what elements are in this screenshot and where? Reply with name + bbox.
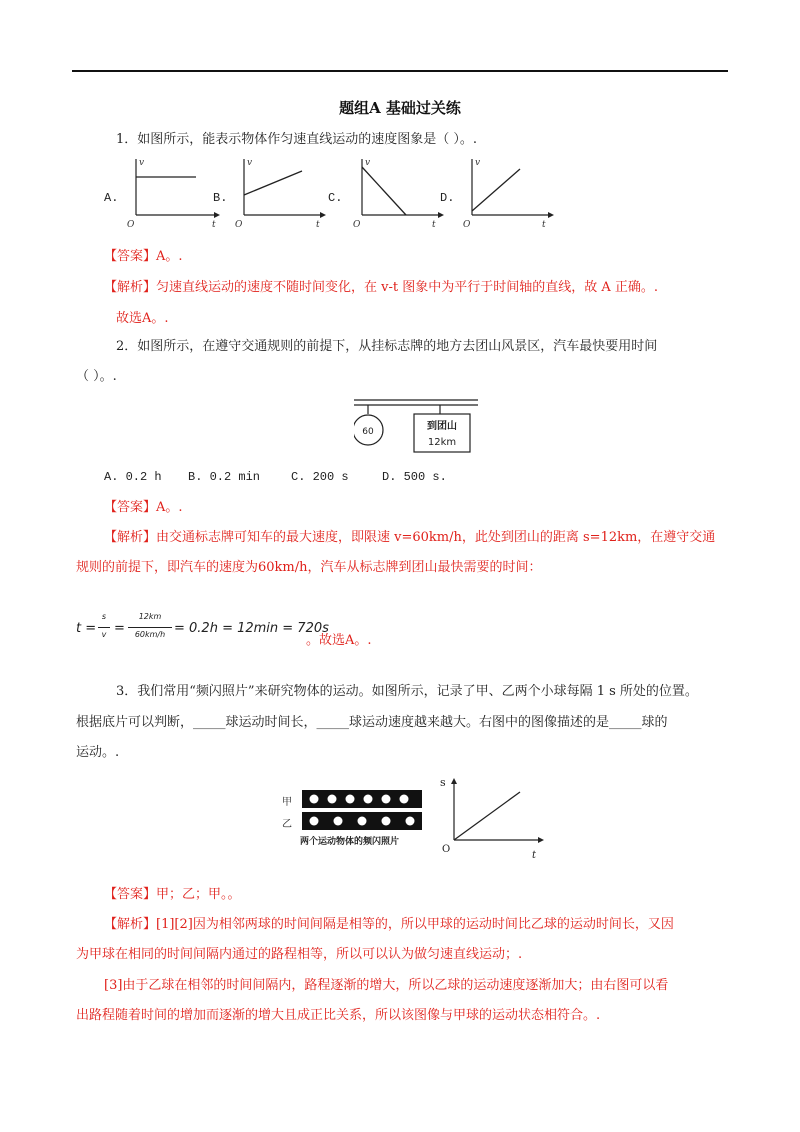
q3-line1: 3．我们常用“频闪照片”来研究物体的运动。如图所示，记录了甲、乙两个小球每隔 1 s 所处的位置。 bbox=[116, 684, 698, 699]
q1-conclusion: 故选A。. bbox=[116, 311, 169, 326]
q1-option-d-label: D. bbox=[440, 191, 455, 205]
q3-line3: 运动。. bbox=[76, 745, 120, 760]
q2-question-line2: （ ）。. bbox=[76, 369, 117, 384]
axis-label-v: v bbox=[139, 158, 145, 168]
q3-answer: 【答案】甲；乙；甲。。 bbox=[104, 887, 241, 902]
origin-label: O bbox=[442, 844, 451, 855]
destination-name: 到团山 bbox=[427, 421, 457, 432]
q1-analysis: 【解析】匀速直线运动的速度不随时间变化，在 v-t 图象中为平行于时间轴的直线，故 A 正确。. bbox=[104, 280, 659, 295]
row-label-jia: 甲 bbox=[282, 797, 292, 808]
q3-analysis-line3: [3]由于乙球在相邻的时间间隔内，路程逐渐的增大，所以乙球的运动速度逐渐加大；由右图可以看 bbox=[104, 978, 669, 993]
q3-analysis-line2: 为甲球在相同的时间间隔内通过的路程相等，所以可以认为做匀速直线运动；. bbox=[76, 947, 523, 962]
axis-label-v: v bbox=[475, 158, 481, 168]
row-label-yi: 乙 bbox=[282, 819, 292, 830]
axis-label-t: t bbox=[432, 220, 436, 230]
speed-limit-value: 60 bbox=[362, 427, 374, 437]
q3-line2: 根据底片可以判断，_____球运动时间长，_____球运动速度越来越大。右图中的图像描述的是_____球的 bbox=[76, 715, 668, 730]
section-title: 题组A 基础过关练 bbox=[339, 99, 461, 117]
axis-label-s: s bbox=[440, 776, 446, 789]
formula-lhs: t = bbox=[76, 621, 97, 636]
traffic-sign-figure bbox=[354, 396, 478, 460]
axis-label-t: t bbox=[212, 220, 216, 230]
q2-option-b: B. 0.2 min bbox=[188, 470, 261, 484]
q2-conclusion: 。故选A。. bbox=[306, 633, 372, 648]
origin-label: O bbox=[127, 220, 135, 230]
q2-option-d: D. 500 s. bbox=[382, 470, 447, 484]
axis-label-t: t bbox=[532, 850, 537, 861]
axis-label-t: t bbox=[316, 220, 320, 230]
q1-graph-c bbox=[350, 155, 450, 230]
q3-analysis-line1: 【解析】[1][2]因为相邻两球的时间间隔是相等的，所以甲球的运动时间比乙球的运动时间长，又因 bbox=[104, 917, 674, 932]
axis-label-v: v bbox=[365, 158, 371, 168]
q2-analysis-line1: 【解析】由交通标志牌可知车的最大速度，即限速 v=60km/h，此处到团山的距离 s=12km，在遵守交通 bbox=[104, 530, 716, 545]
formula-frac2-den: 60km/h bbox=[134, 630, 166, 639]
origin-label: O bbox=[353, 220, 361, 230]
q1-question: 1．如图所示，能表示物体作匀速直线运动的速度图象是（ ）。. bbox=[116, 132, 478, 147]
q1-graph-d bbox=[460, 155, 560, 230]
destination-distance: 12km bbox=[427, 437, 457, 448]
q3-s-t-graph bbox=[438, 772, 548, 862]
q1-graph-b bbox=[232, 155, 332, 230]
formula-eq: = bbox=[114, 621, 125, 636]
q2-answer: 【答案】A。. bbox=[104, 500, 183, 515]
q1-option-c-label: C. bbox=[328, 191, 343, 205]
q1-answer: 【答案】A。. bbox=[104, 249, 183, 264]
q1-option-a-label: A. bbox=[104, 191, 119, 205]
formula-frac2-num: 12km bbox=[138, 612, 162, 621]
q2-option-a: A. 0.2 h bbox=[104, 470, 162, 484]
q3-analysis-line4: 出路程随着时间的增加而逐渐的增大且成正比关系，所以该图像与甲球的运动状态相符合。. bbox=[76, 1008, 601, 1023]
q2-question-line1: 2．如图所示，在遵守交通规则的前提下，从挂标志牌的地方去团山风景区，汽车最快要用时间 bbox=[116, 339, 658, 354]
origin-label: O bbox=[463, 220, 471, 230]
axis-label-t: t bbox=[542, 220, 546, 230]
film-balls bbox=[302, 790, 422, 830]
formula-frac1-den: v bbox=[101, 630, 107, 639]
formula-rhs: = 0.2h = 12min = 720s bbox=[174, 621, 329, 636]
q2-option-c: C. 200 s bbox=[291, 470, 349, 484]
axis-label-v: v bbox=[247, 158, 253, 168]
header-rule bbox=[72, 70, 728, 72]
formula-frac1-num: s bbox=[101, 612, 107, 621]
film-caption: 两个运动物体的频闪照片 bbox=[300, 837, 400, 847]
origin-label: O bbox=[235, 220, 243, 230]
q2-analysis-line2: 规则的前提下，即汽车的速度为60km/h，汽车从标志牌到团山最快需要的时间： bbox=[76, 560, 542, 575]
q1-option-b-label: B. bbox=[213, 191, 228, 205]
q1-graph-a bbox=[124, 155, 224, 230]
